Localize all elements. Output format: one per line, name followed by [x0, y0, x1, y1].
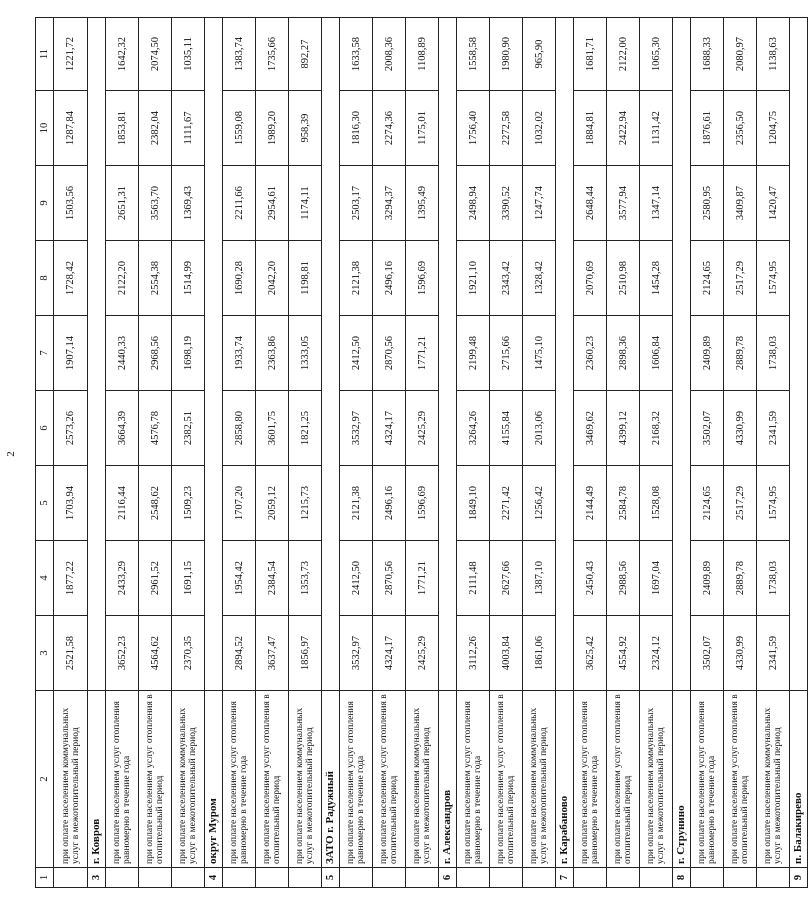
section-row: [439, 18, 457, 888]
section-name: г. Александров: [439, 691, 457, 868]
value-cell: 1574,95: [757, 241, 790, 316]
value-cell: 4576,78: [139, 391, 172, 466]
value-cell: 2521,58: [54, 616, 88, 691]
section-filler: [556, 18, 574, 691]
value-cell: 1503,56: [54, 166, 88, 241]
table-row: [139, 18, 172, 888]
value-cell: 3532,97: [340, 391, 373, 466]
value-cell: 2573,26: [54, 391, 88, 466]
section-name: г. Карабаново: [556, 691, 574, 868]
value-cell: 1596,69: [406, 241, 439, 316]
value-cell: 3637,47: [256, 616, 289, 691]
section-filler: [88, 18, 106, 691]
value-cell: 1559,08: [223, 91, 256, 166]
value-cell: 2122,00: [607, 18, 640, 91]
row-description: при оплате населением коммунальных услуг в межотопительный период: [523, 691, 556, 868]
value-cell: 2274,36: [373, 91, 406, 166]
value-cell: 1707,20: [223, 466, 256, 541]
value-cell: 1954,42: [223, 541, 256, 616]
section-filler: [322, 18, 340, 691]
value-cell: 2363,86: [256, 316, 289, 391]
value-cell: 1690,28: [223, 241, 256, 316]
value-cell: 2080,97: [724, 18, 757, 91]
value-cell: 1691,15: [172, 541, 205, 616]
value-cell: 1369,43: [172, 166, 205, 241]
value-cell: 2889,78: [724, 541, 757, 616]
column-number: 3: [36, 616, 54, 691]
value-cell: 1735,66: [256, 18, 289, 91]
value-cell: 1728,42: [54, 241, 88, 316]
value-cell: 1247,74: [523, 166, 556, 241]
value-cell: 2272,58: [490, 91, 523, 166]
value-cell: 2954,61: [256, 166, 289, 241]
row-description: при оплате населением услуг отопления равномерно в течение года: [691, 691, 724, 868]
value-cell: 2517,29: [724, 466, 757, 541]
value-cell: 2111,48: [457, 541, 490, 616]
value-cell: 1738,03: [757, 316, 790, 391]
value-cell: 1771,21: [406, 541, 439, 616]
rotated-table-container: [35, 18, 804, 888]
value-cell: 1333,05: [289, 316, 322, 391]
table-body: [36, 18, 808, 888]
value-cell: 2356,50: [724, 91, 757, 166]
column-number: 5: [36, 466, 54, 541]
value-cell: 2889,78: [724, 316, 757, 391]
value-cell: 3601,75: [256, 391, 289, 466]
value-cell: 1528,08: [640, 466, 673, 541]
value-cell: 892,27: [289, 18, 322, 91]
row-index: [523, 868, 556, 888]
row-description: при оплате населением услуг отопления равномерно в течение года: [457, 691, 490, 868]
table-row: [373, 18, 406, 888]
value-cell: 2584,78: [607, 466, 640, 541]
column-number: 10: [36, 91, 54, 166]
row-description: при оплате населением коммунальных услуг в межотопительный период: [54, 691, 88, 868]
table-row: [607, 18, 640, 888]
value-cell: 1256,42: [523, 466, 556, 541]
value-cell: 2988,56: [607, 541, 640, 616]
section-name: г. Ковров: [88, 691, 106, 868]
row-description: при оплате населением услуг отопления в отопительный период: [490, 691, 523, 868]
section-row: [673, 18, 691, 888]
value-cell: 1821,25: [289, 391, 322, 466]
value-cell: 1353,73: [289, 541, 322, 616]
value-cell: 2409,89: [691, 316, 724, 391]
value-cell: 1989,20: [256, 91, 289, 166]
value-cell: 4554,92: [607, 616, 640, 691]
value-cell: 1383,74: [223, 18, 256, 91]
column-number: 11: [36, 18, 54, 91]
value-cell: 2715,66: [490, 316, 523, 391]
row-index: [640, 868, 673, 888]
value-cell: 958,39: [289, 91, 322, 166]
section-index: 4: [205, 868, 223, 888]
value-cell: 2425,29: [406, 391, 439, 466]
column-number: 2: [36, 691, 54, 868]
value-cell: 1606,84: [640, 316, 673, 391]
column-number: 1: [36, 868, 54, 888]
value-cell: 1574,95: [757, 466, 790, 541]
value-cell: 2370,35: [172, 616, 205, 691]
value-cell: 3652,23: [106, 616, 139, 691]
value-cell: 1738,03: [757, 541, 790, 616]
value-cell: 2510,98: [607, 241, 640, 316]
value-cell: 2496,16: [373, 241, 406, 316]
row-index: [139, 868, 172, 888]
value-cell: 2382,04: [139, 91, 172, 166]
row-index: [289, 868, 322, 888]
value-cell: 1065,30: [640, 18, 673, 91]
value-cell: 2124,65: [691, 466, 724, 541]
value-cell: 1596,69: [406, 466, 439, 541]
row-index: [340, 868, 373, 888]
value-cell: 1174,11: [289, 166, 322, 241]
section-filler: [205, 18, 223, 691]
table-row: [223, 18, 256, 888]
row-index: [406, 868, 439, 888]
value-cell: 2384,54: [256, 541, 289, 616]
section-row: [790, 18, 808, 888]
value-cell: 2440,33: [106, 316, 139, 391]
value-cell: 2013,06: [523, 391, 556, 466]
row-description: при оплате населением услуг отопления в отопительный период: [373, 691, 406, 868]
table-row: [574, 18, 607, 888]
value-cell: 3409,87: [724, 166, 757, 241]
value-cell: 2894,52: [223, 616, 256, 691]
value-cell: 4564,62: [139, 616, 172, 691]
value-cell: 1933,74: [223, 316, 256, 391]
value-cell: 1347,14: [640, 166, 673, 241]
value-cell: 3112,26: [457, 616, 490, 691]
section-index: 5: [322, 868, 340, 888]
value-cell: 1111,67: [172, 91, 205, 166]
section-filler: [790, 18, 808, 691]
section-row: [205, 18, 223, 888]
table-row: [691, 18, 724, 888]
row-description: при оплате населением услуг отопления в отопительный период: [256, 691, 289, 868]
row-index: [256, 868, 289, 888]
value-cell: 2425,29: [406, 616, 439, 691]
table-row: [724, 18, 757, 888]
page-number: 2: [4, 451, 17, 457]
table-row: [490, 18, 523, 888]
value-cell: 2343,42: [490, 241, 523, 316]
value-cell: 1681,71: [574, 18, 607, 91]
table-row: [54, 18, 88, 888]
value-cell: 1771,21: [406, 316, 439, 391]
value-cell: 1328,42: [523, 241, 556, 316]
section-name: г. Струнино: [673, 691, 691, 868]
value-cell: 1703,94: [54, 466, 88, 541]
section-filler: [673, 18, 691, 691]
value-cell: 2870,56: [373, 541, 406, 616]
value-cell: 3294,37: [373, 166, 406, 241]
column-number: 8: [36, 241, 54, 316]
section-index: 6: [439, 868, 457, 888]
value-cell: 2074,50: [139, 18, 172, 91]
table-row: [172, 18, 205, 888]
table-row: [640, 18, 673, 888]
value-cell: 1856,97: [289, 616, 322, 691]
value-cell: 2450,43: [574, 541, 607, 616]
row-description: при оплате населением услуг отопления равномерно в течение года: [223, 691, 256, 868]
value-cell: 1514,99: [172, 241, 205, 316]
row-index: [490, 868, 523, 888]
section-name: п. Балакирево: [790, 691, 808, 868]
row-index: [373, 868, 406, 888]
value-cell: 3502,07: [691, 616, 724, 691]
value-cell: 1876,61: [691, 91, 724, 166]
section-filler: [439, 18, 457, 691]
value-cell: 2548,62: [139, 466, 172, 541]
table-row: [289, 18, 322, 888]
section-row: [88, 18, 106, 888]
value-cell: 2059,12: [256, 466, 289, 541]
value-cell: 2580,95: [691, 166, 724, 241]
row-description: при оплате населением услуг отопления равномерно в течение года: [340, 691, 373, 868]
row-description: при оплате населением коммунальных услуг в межотопительный период: [289, 691, 322, 868]
section-row: [322, 18, 340, 888]
value-cell: 2271,42: [490, 466, 523, 541]
value-cell: 3563,70: [139, 166, 172, 241]
table-row: [457, 18, 490, 888]
value-cell: 1108,89: [406, 18, 439, 91]
value-cell: 1175,01: [406, 91, 439, 166]
value-cell: 4330,99: [724, 616, 757, 691]
row-description: при оплате населением услуг отопления в отопительный период: [607, 691, 640, 868]
value-cell: 2199,48: [457, 316, 490, 391]
row-index: [223, 868, 256, 888]
value-cell: 1387,10: [523, 541, 556, 616]
value-cell: 2858,80: [223, 391, 256, 466]
value-cell: 1884,81: [574, 91, 607, 166]
value-cell: 3532,97: [340, 616, 373, 691]
row-description: при оплате населением услуг отопления равномерно в течение года: [106, 691, 139, 868]
value-cell: 2554,38: [139, 241, 172, 316]
column-number: 4: [36, 541, 54, 616]
section-index: 9: [790, 868, 808, 888]
value-cell: 2116,44: [106, 466, 139, 541]
value-cell: 1221,72: [54, 18, 88, 91]
table-row: [406, 18, 439, 888]
row-index: [691, 868, 724, 888]
value-cell: 1921,10: [457, 241, 490, 316]
value-cell: 1420,47: [757, 166, 790, 241]
value-cell: 1198,81: [289, 241, 322, 316]
value-cell: 4399,12: [607, 391, 640, 466]
value-cell: 965,90: [523, 18, 556, 91]
value-cell: 3625,42: [574, 616, 607, 691]
section-index: 8: [673, 868, 691, 888]
value-cell: 1756,40: [457, 91, 490, 166]
value-cell: 2517,29: [724, 241, 757, 316]
value-cell: 1204,75: [757, 91, 790, 166]
value-cell: 4003,84: [490, 616, 523, 691]
value-cell: 2409,89: [691, 541, 724, 616]
value-cell: 2341,59: [757, 616, 790, 691]
value-cell: 2898,36: [607, 316, 640, 391]
row-index: [54, 868, 88, 888]
value-cell: 1853,81: [106, 91, 139, 166]
value-cell: 1907,14: [54, 316, 88, 391]
row-description: при оплате населением услуг отопления в отопительный период: [724, 691, 757, 868]
value-cell: 1698,19: [172, 316, 205, 391]
value-cell: 2324,12: [640, 616, 673, 691]
value-cell: 2121,38: [340, 466, 373, 541]
value-cell: 2042,20: [256, 241, 289, 316]
value-cell: 2168,32: [640, 391, 673, 466]
value-cell: 2124,65: [691, 241, 724, 316]
value-cell: 2122,20: [106, 241, 139, 316]
value-cell: 1138,63: [757, 18, 790, 91]
value-cell: 2412,50: [340, 541, 373, 616]
value-cell: 1633,58: [340, 18, 373, 91]
value-cell: 3264,26: [457, 391, 490, 466]
value-cell: 2341,59: [757, 391, 790, 466]
value-cell: 2968,56: [139, 316, 172, 391]
value-cell: 2070,69: [574, 241, 607, 316]
column-number: 6: [36, 391, 54, 466]
row-description: при оплате населением услуг отопления в отопительный период: [139, 691, 172, 868]
header-row: [36, 18, 54, 888]
table-row: [256, 18, 289, 888]
table-row: [523, 18, 556, 888]
value-cell: 1035,11: [172, 18, 205, 91]
section-index: 7: [556, 868, 574, 888]
value-cell: 1395,49: [406, 166, 439, 241]
column-number: 7: [36, 316, 54, 391]
row-index: [607, 868, 640, 888]
value-cell: 1816,30: [340, 91, 373, 166]
value-cell: 1509,23: [172, 466, 205, 541]
value-cell: 2651,31: [106, 166, 139, 241]
value-cell: 2360,23: [574, 316, 607, 391]
value-cell: 1980,90: [490, 18, 523, 91]
value-cell: 2211,66: [223, 166, 256, 241]
value-cell: 4324,17: [373, 391, 406, 466]
table-row: [340, 18, 373, 888]
value-cell: 2382,51: [172, 391, 205, 466]
section-name: ЗАТО г. Радужный: [322, 691, 340, 868]
value-cell: 1861,06: [523, 616, 556, 691]
value-cell: 1849,10: [457, 466, 490, 541]
value-cell: 4330,99: [724, 391, 757, 466]
table-row: [106, 18, 139, 888]
value-cell: 3469,62: [574, 391, 607, 466]
value-cell: 1877,22: [54, 541, 88, 616]
value-cell: 2648,44: [574, 166, 607, 241]
value-cell: 3577,94: [607, 166, 640, 241]
row-description: при оплате населением коммунальных услуг в межотопительный период: [406, 691, 439, 868]
value-cell: 4324,17: [373, 616, 406, 691]
value-cell: 2627,66: [490, 541, 523, 616]
section-row: [556, 18, 574, 888]
value-cell: 1032,02: [523, 91, 556, 166]
row-description: при оплате населением коммунальных услуг в межотопительный период: [640, 691, 673, 868]
value-cell: 4155,84: [490, 391, 523, 466]
row-index: [724, 868, 757, 888]
value-cell: 1287,84: [54, 91, 88, 166]
value-cell: 2870,56: [373, 316, 406, 391]
value-cell: 3664,39: [106, 391, 139, 466]
section-name: округ Муром: [205, 691, 223, 868]
value-cell: 1454,28: [640, 241, 673, 316]
value-cell: 3502,07: [691, 391, 724, 466]
value-cell: 2144,49: [574, 466, 607, 541]
value-cell: 2503,17: [340, 166, 373, 241]
tariff-table: [35, 17, 808, 888]
value-cell: 3390,52: [490, 166, 523, 241]
value-cell: 1475,10: [523, 316, 556, 391]
row-index: [106, 868, 139, 888]
value-cell: 2121,38: [340, 241, 373, 316]
table-row: [757, 18, 790, 888]
value-cell: 2433,29: [106, 541, 139, 616]
value-cell: 1642,32: [106, 18, 139, 91]
row-index: [574, 868, 607, 888]
value-cell: 1558,58: [457, 18, 490, 91]
value-cell: 1688,33: [691, 18, 724, 91]
value-cell: 2008,36: [373, 18, 406, 91]
section-index: 3: [88, 868, 106, 888]
value-cell: 2422,94: [607, 91, 640, 166]
value-cell: 2412,50: [340, 316, 373, 391]
row-index: [172, 868, 205, 888]
row-description: при оплате населением коммунальных услуг в межотопительный период: [172, 691, 205, 868]
row-index: [757, 868, 790, 888]
row-index: [457, 868, 490, 888]
value-cell: 1697,04: [640, 541, 673, 616]
row-description: при оплате населением коммунальных услуг в межотопительный период: [757, 691, 790, 868]
value-cell: 1215,73: [289, 466, 322, 541]
value-cell: 2496,16: [373, 466, 406, 541]
column-number: 9: [36, 166, 54, 241]
value-cell: 2961,52: [139, 541, 172, 616]
value-cell: 1131,42: [640, 91, 673, 166]
row-description: при оплате населением услуг отопления равномерно в течение года: [574, 691, 607, 868]
value-cell: 2498,94: [457, 166, 490, 241]
